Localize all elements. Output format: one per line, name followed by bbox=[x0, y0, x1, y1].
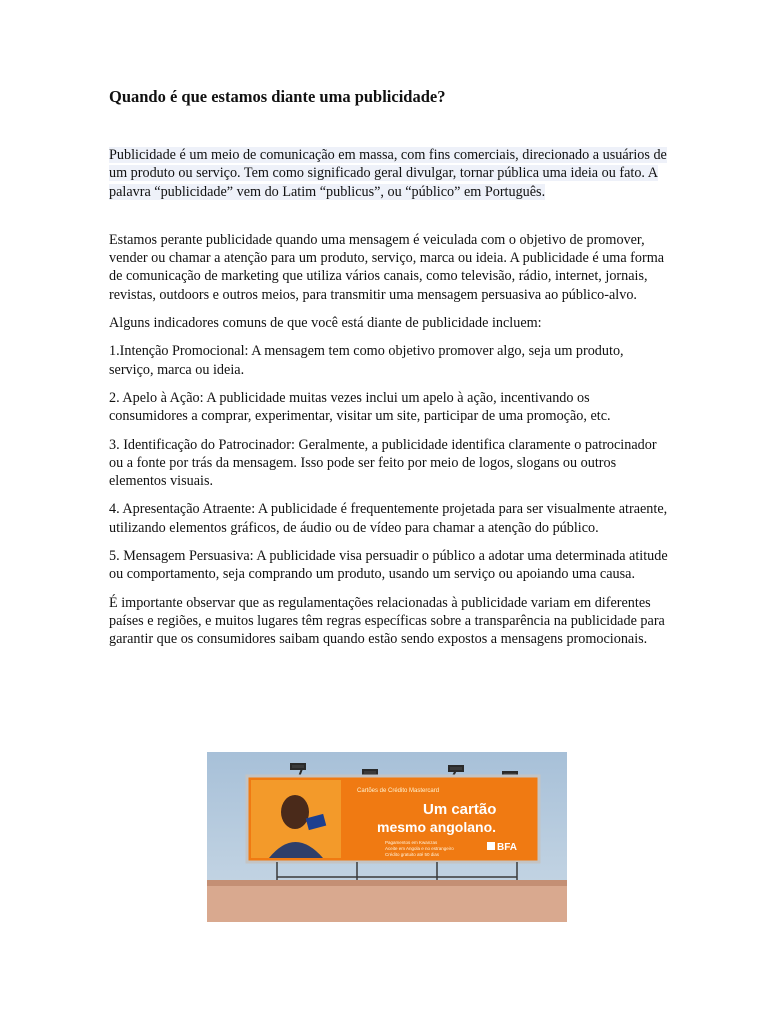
paragraph-intro: Estamos perante publicidade quando uma mensagem é veiculada com o objetivo de promover, vender ou chamar a atenção para um produto, serviço, marca ou ideia. A publicidade é uma forma de comunicação de marketing que utiliza vários canais, como televisão, rádio, internet, jornais, revistas, outdoors e outros meios, para transmitir uma mensagem persuasiva ao público-alvo. bbox=[109, 231, 665, 303]
billboard-bullet-3: Crédito gratuito até 50 dias bbox=[385, 852, 440, 857]
list-item-5: 5. Mensagem Persuasiva: A publicidade visa persuadir o público a adotar uma determinada atitude ou comportamento, seja comprando um produto, usando um serviço ou apoiando uma causa. bbox=[109, 548, 668, 583]
building-rooftop bbox=[207, 880, 567, 922]
list-item-4: 4. Apresentação Atraente: A publicidade é frequentemente projetada para ser visualmente atraente, utilizando elementos gráficos, de áudio ou de vídeo para chamar a atenção do público. bbox=[109, 501, 668, 536]
paragraph-indicators: Alguns indicadores comuns de que você está diante de publicidade incluem: bbox=[109, 315, 542, 332]
paragraph-definition-text: Publicidade é um meio de comunicação em massa, com fins comerciais, direcionado a usuários de um produto ou serviço. Tem como significado geral divulgar, tornar pública uma ideia ou fato. A palavra “publicidade” vem do Latim “publicus”, ou “público” em Português. bbox=[109, 147, 667, 200]
bfa-logo-icon bbox=[487, 842, 495, 850]
list-item-2: 2. Apelo à Ação: A publicidade muitas vezes inclui um apelo à ação, incentivando os consumidores a comprar, experimentar, visitar um site, participar de uma promoção, etc. bbox=[109, 389, 611, 425]
billboard-bullet-2: Aceite em Angola e no estrangeiro bbox=[385, 846, 454, 851]
billboard-headline-1: Um cartão bbox=[423, 801, 497, 818]
billboard-photo bbox=[207, 752, 567, 922]
building-ledge bbox=[207, 880, 567, 886]
list-item-3: 3. Identificação do Patrocinador: Geralmente, a publicidade identifica claramente o patrocinador ou a fonte por trás da mensagem. Isso pode ser feito por meio de logos, slogans ou outros elementos visuais. bbox=[109, 436, 657, 490]
billboard-illustration bbox=[207, 752, 567, 922]
document-body bbox=[109, 146, 669, 659]
paragraph-conclusion: É importante observar que as regulamentações relacionadas à publicidade variam em diferentes países e regiões, e muitos lugares têm regras específicas sobre a transparência na publicidade para garantir que os consumidores saibam quando estão sendo expostos a mensagens promocionais. bbox=[109, 594, 665, 648]
billboard-brand: BFA bbox=[497, 842, 517, 853]
list-item-1: 1.Intenção Promocional: A mensagem tem como objetivo promover algo, seja um produto, serviço, marca ou ideia. bbox=[109, 343, 624, 378]
paragraph-definition bbox=[109, 146, 669, 201]
billboard-headline-2: mesmo angolano. bbox=[377, 819, 497, 835]
billboard-bullet-1: Pagamentos em Kwanzas bbox=[385, 840, 438, 845]
document-title: Quando é que estamos diante uma publicidade? bbox=[109, 87, 446, 106]
billboard-top-caption: Cartões de Crédito Mastercard bbox=[357, 788, 440, 794]
